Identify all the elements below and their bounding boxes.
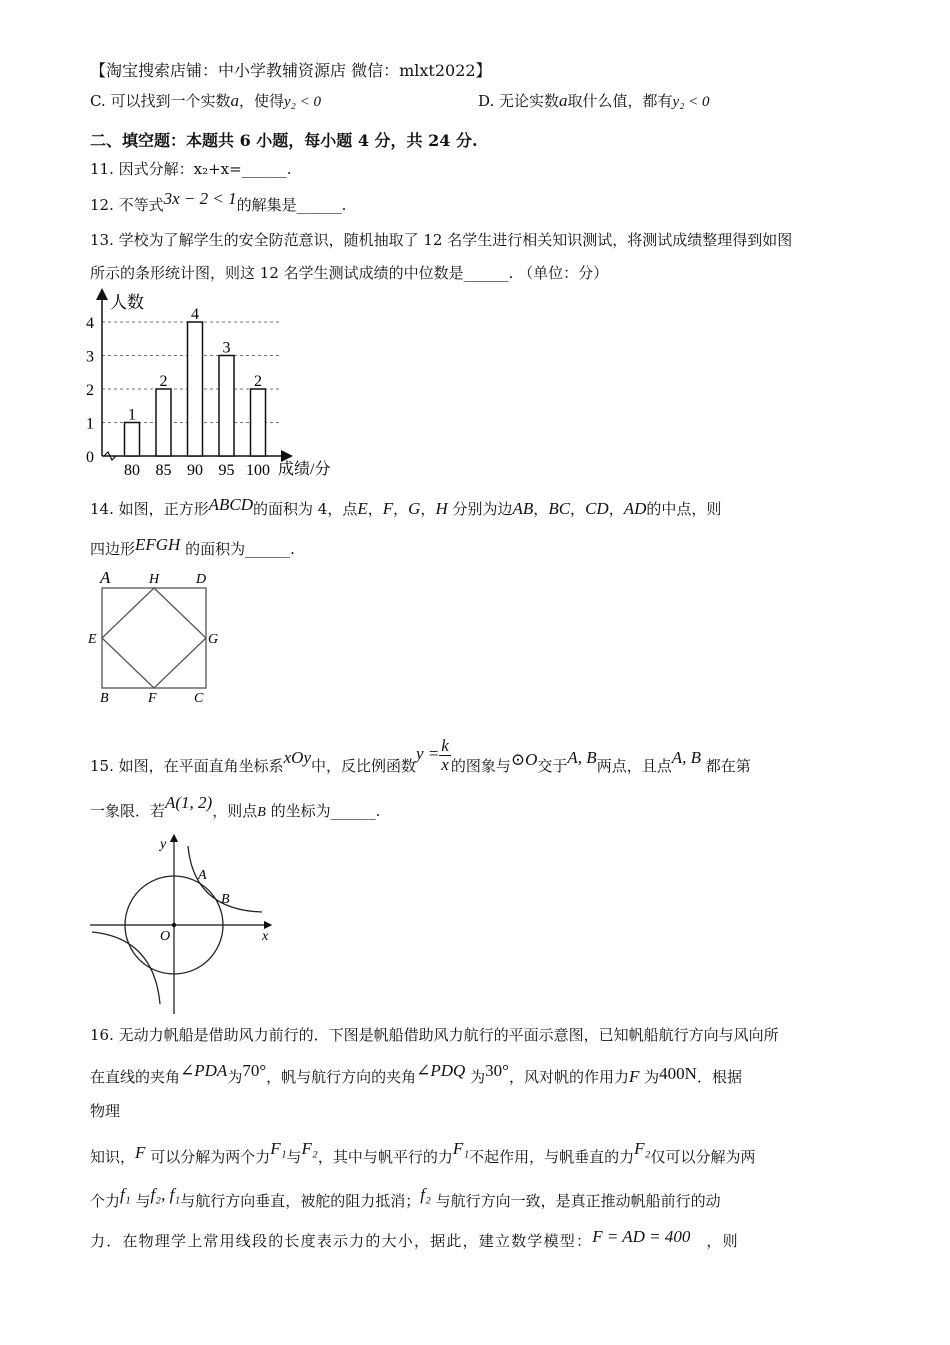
q16-small-f2: f₂ bbox=[420, 1185, 431, 1204]
q15-circle: ⊙O bbox=[510, 750, 538, 769]
q14-mid2: 分别为边 bbox=[452, 500, 513, 518]
q12-prefix: 12. 不等式 bbox=[90, 196, 164, 214]
q16-f2: F₂ bbox=[301, 1139, 318, 1158]
q10-c-expr: y₂ < 0 bbox=[284, 94, 321, 110]
q16-line6 bbox=[90, 1227, 739, 1251]
q16-f2b: F₂ bbox=[634, 1139, 651, 1158]
label-a: A bbox=[100, 568, 111, 587]
chart-xtick-80: 80 bbox=[124, 462, 140, 479]
q14-prefix: 14. 如图，正方形 bbox=[90, 500, 209, 518]
label-g: G bbox=[208, 632, 219, 647]
chart-ytick-1: 1 bbox=[86, 415, 94, 433]
chart-ytick-2: 2 bbox=[86, 382, 94, 399]
chart-ytick-4: 4 bbox=[86, 315, 94, 332]
fig15-label-b: B bbox=[221, 892, 230, 907]
q16-l4-f: F bbox=[135, 1143, 146, 1162]
q13-line1: 13. 学校为了解学生的安全防范意识，随机抽取了 12 名学生进行相关知识测试，将测试成绩整理得到如图 bbox=[90, 231, 793, 249]
q16-deg70: 70° bbox=[242, 1061, 267, 1080]
q15-ab-1: A, B bbox=[567, 748, 597, 767]
chart-data-label-90: 4 bbox=[191, 306, 199, 323]
label-b: B bbox=[100, 691, 109, 706]
chart-xlabel: 成绩/分 bbox=[278, 461, 331, 478]
q16-l4-d: ，其中与帆平行的力 bbox=[317, 1148, 453, 1166]
q13-line2: 所示的条形统计图，则这 12 名学生测试成绩的中位数是______. （单位：分） bbox=[90, 264, 609, 282]
q16-l4-e: 不起作用，与帆垂直的力 bbox=[469, 1148, 635, 1166]
chart-xtick-90: 90 bbox=[187, 462, 203, 479]
quad-efgh bbox=[102, 588, 206, 688]
q15-mid4: 两点，且点 bbox=[596, 757, 672, 775]
q15-line1 bbox=[90, 735, 751, 786]
chart-ytick-3: 3 bbox=[86, 348, 94, 366]
q10-d-var: a bbox=[559, 91, 568, 110]
q10-d-mid: 取什么值，都有 bbox=[567, 92, 673, 110]
q15-fraction bbox=[439, 737, 451, 774]
q16-f1b: F₁ bbox=[452, 1139, 470, 1158]
q16-l6-b: ，则 bbox=[706, 1232, 739, 1250]
q14-quad: EFGH bbox=[135, 535, 181, 554]
chart-bar-80 bbox=[125, 423, 140, 457]
chart-xtick-85: 85 bbox=[155, 462, 172, 479]
q15-line2 bbox=[90, 793, 381, 821]
q15-line2-suffix: 的坐标为______. bbox=[270, 802, 381, 820]
q14-cd: CD bbox=[585, 499, 609, 518]
q16-l4-f-text: 仅可以分解为两 bbox=[650, 1148, 756, 1166]
q15-xoy: xOy bbox=[283, 748, 311, 767]
fig15-label-o: O bbox=[160, 929, 171, 944]
q16-l2-c: ，帆与航行方向的夹角 bbox=[266, 1068, 417, 1086]
q16-l2-f: 为 bbox=[644, 1068, 660, 1086]
q12-expr: 3x − 2 < 1 bbox=[163, 189, 237, 208]
section2-title: 二、填空题：本题共 6 小题，每小题 4 分，共 24 分. bbox=[90, 131, 478, 150]
q16-line3: 物理 bbox=[90, 1102, 121, 1120]
q16-l2-d: 为 bbox=[470, 1068, 486, 1086]
q12 bbox=[90, 189, 347, 215]
label-h: H bbox=[149, 572, 160, 587]
q16-angle2: ∠PDQ bbox=[416, 1061, 466, 1080]
q16-f2f1: f₂, f₁ bbox=[150, 1185, 181, 1204]
q14-line2-prefix: 四边形 bbox=[90, 540, 136, 558]
q14-ad: AD bbox=[623, 499, 647, 518]
q14-comma-4: ， bbox=[533, 500, 549, 518]
q14-line2-suffix: 的面积为______. bbox=[185, 540, 295, 558]
q14-bc: BC bbox=[548, 499, 571, 518]
fig15-label-x: x bbox=[262, 929, 269, 944]
q16-f1: F₁ bbox=[270, 1139, 287, 1158]
q10-c-mid: ，使得 bbox=[238, 92, 284, 110]
fig15-hyperbola-q3 bbox=[92, 932, 160, 1004]
chart-ylabel: 人数 bbox=[110, 293, 144, 312]
q15-func-y: y = bbox=[416, 744, 440, 763]
q10-option-c bbox=[90, 90, 321, 111]
q14-suffix: 的中点，则 bbox=[646, 500, 722, 518]
q14-g: G bbox=[408, 499, 421, 518]
q14-comma-5: ， bbox=[570, 500, 586, 518]
fig15-origin-dot bbox=[172, 923, 176, 927]
q16-l4-c: 与 bbox=[286, 1148, 302, 1166]
q10-d-prefix: D. 无论实数 bbox=[478, 92, 560, 110]
q15-point-a: A(1, 2) bbox=[165, 793, 213, 812]
q16-l2-b: 为 bbox=[227, 1068, 243, 1086]
q16-l5-b: 与 bbox=[135, 1192, 151, 1210]
square-abcd bbox=[102, 588, 206, 688]
chart-bar-85 bbox=[156, 389, 171, 456]
chart-ytick-0: 0 bbox=[86, 449, 94, 466]
q15-ab-2: A, B bbox=[671, 748, 701, 767]
chart-data-label-80: 1 bbox=[128, 406, 136, 424]
q14-line1 bbox=[90, 495, 722, 519]
q16-angle1: ∠PDA bbox=[180, 1061, 228, 1080]
q14-mid1: 的面积为 4，点 bbox=[253, 500, 358, 518]
label-d: D bbox=[196, 572, 207, 587]
q14-comma-2: ， bbox=[393, 500, 409, 518]
q14-f: F bbox=[382, 499, 394, 518]
q15-mid1: 中，反比例函数 bbox=[311, 757, 417, 775]
q15-prefix: 15. 如图，在平面直角坐标系 bbox=[90, 757, 284, 775]
q15-mid3: 交于 bbox=[537, 757, 568, 775]
q16-line1: 16. 无动力帆船是借助风力前行的．下图是帆船借助风力航行的平面示意图，已知帆船航行方向与风向所 bbox=[90, 1026, 779, 1044]
q12-suffix: 的解集是______. bbox=[236, 196, 347, 214]
q15-suffix: 都在第 bbox=[705, 757, 751, 775]
label-f: F bbox=[148, 691, 157, 706]
q16-model: F = AD = 400 bbox=[592, 1227, 691, 1246]
q14-comma-1: ， bbox=[367, 500, 383, 518]
chart-bar-95 bbox=[219, 356, 234, 457]
chart-xtick-95: 95 bbox=[218, 462, 235, 479]
q16-l6-a: 力．在物理学上常用线段的长度表示力的大小，据此，建立数学模型： bbox=[90, 1232, 593, 1250]
chart-data-label-95: 3 bbox=[222, 339, 231, 357]
q16-line5 bbox=[90, 1185, 721, 1211]
q16-f: F bbox=[628, 1067, 640, 1086]
q15-mid2: 的图象与 bbox=[450, 757, 511, 775]
chart-data-label-85: 2 bbox=[159, 373, 168, 390]
q16-line2 bbox=[90, 1061, 742, 1087]
q10-option-d bbox=[478, 90, 710, 111]
q15-frac-num: k bbox=[441, 735, 449, 755]
q15-point-b: B bbox=[257, 805, 266, 820]
q16-line4 bbox=[90, 1139, 756, 1167]
q16-l2-a: 在直线的夹角 bbox=[90, 1068, 181, 1086]
coordinate-figure bbox=[84, 832, 284, 1017]
q16-small-f1: f₁ bbox=[120, 1185, 131, 1204]
label-e: E bbox=[88, 632, 97, 647]
chart-bar-90 bbox=[188, 322, 203, 456]
q16-l4-b: 可以分解为两个力 bbox=[150, 1148, 271, 1166]
square-figure bbox=[86, 568, 226, 710]
q16-force: 400N bbox=[659, 1064, 697, 1083]
q14-square: ABCD bbox=[208, 495, 254, 514]
q14-comma-6: ， bbox=[608, 500, 624, 518]
q10-d-expr: y₂ < 0 bbox=[672, 94, 710, 110]
q16-l5-a: 个力 bbox=[90, 1192, 121, 1210]
chart-data-label-100: 2 bbox=[254, 373, 262, 390]
q16-deg30: 30° bbox=[485, 1061, 509, 1080]
q15-line2-mid: ，则点 bbox=[212, 802, 258, 820]
q16-l2-e: ，风对帆的作用力 bbox=[508, 1068, 629, 1086]
chart-xtick-100: 100 bbox=[246, 462, 270, 479]
q10-c-prefix: C. 可以找到一个实数 bbox=[90, 92, 231, 110]
q14-e: E bbox=[357, 499, 368, 518]
q16-l2-g: ．根据 bbox=[696, 1068, 742, 1086]
fig15-label-y: y bbox=[160, 837, 167, 852]
q15-frac-den: x bbox=[441, 754, 449, 774]
q16-l5-d: 与航行方向一致，是真正推动帆船前行的动 bbox=[435, 1192, 721, 1210]
label-c: C bbox=[194, 691, 204, 706]
q16-l5-c: 与航行方向垂直，被舵的阻力抵消； bbox=[180, 1192, 421, 1210]
q16-l4-a: 知识， bbox=[90, 1148, 136, 1166]
q14-ab: AB bbox=[512, 499, 534, 518]
q15-line2-prefix: 一象限．若 bbox=[90, 802, 166, 820]
q14-comma-3: ， bbox=[420, 500, 436, 518]
q14-line2 bbox=[90, 535, 295, 559]
chart-bar-100 bbox=[251, 389, 266, 456]
fig15-label-a: A bbox=[198, 868, 207, 883]
bar-chart bbox=[82, 288, 352, 483]
q10-c-var: a bbox=[230, 91, 239, 110]
q14-h: H bbox=[435, 499, 448, 518]
header-banner: 【淘宝搜索店铺：中小学教辅资源店 微信：mlxt2022】 bbox=[90, 61, 492, 80]
q11: 11. 因式分解：x₂+x=______. bbox=[90, 160, 292, 178]
